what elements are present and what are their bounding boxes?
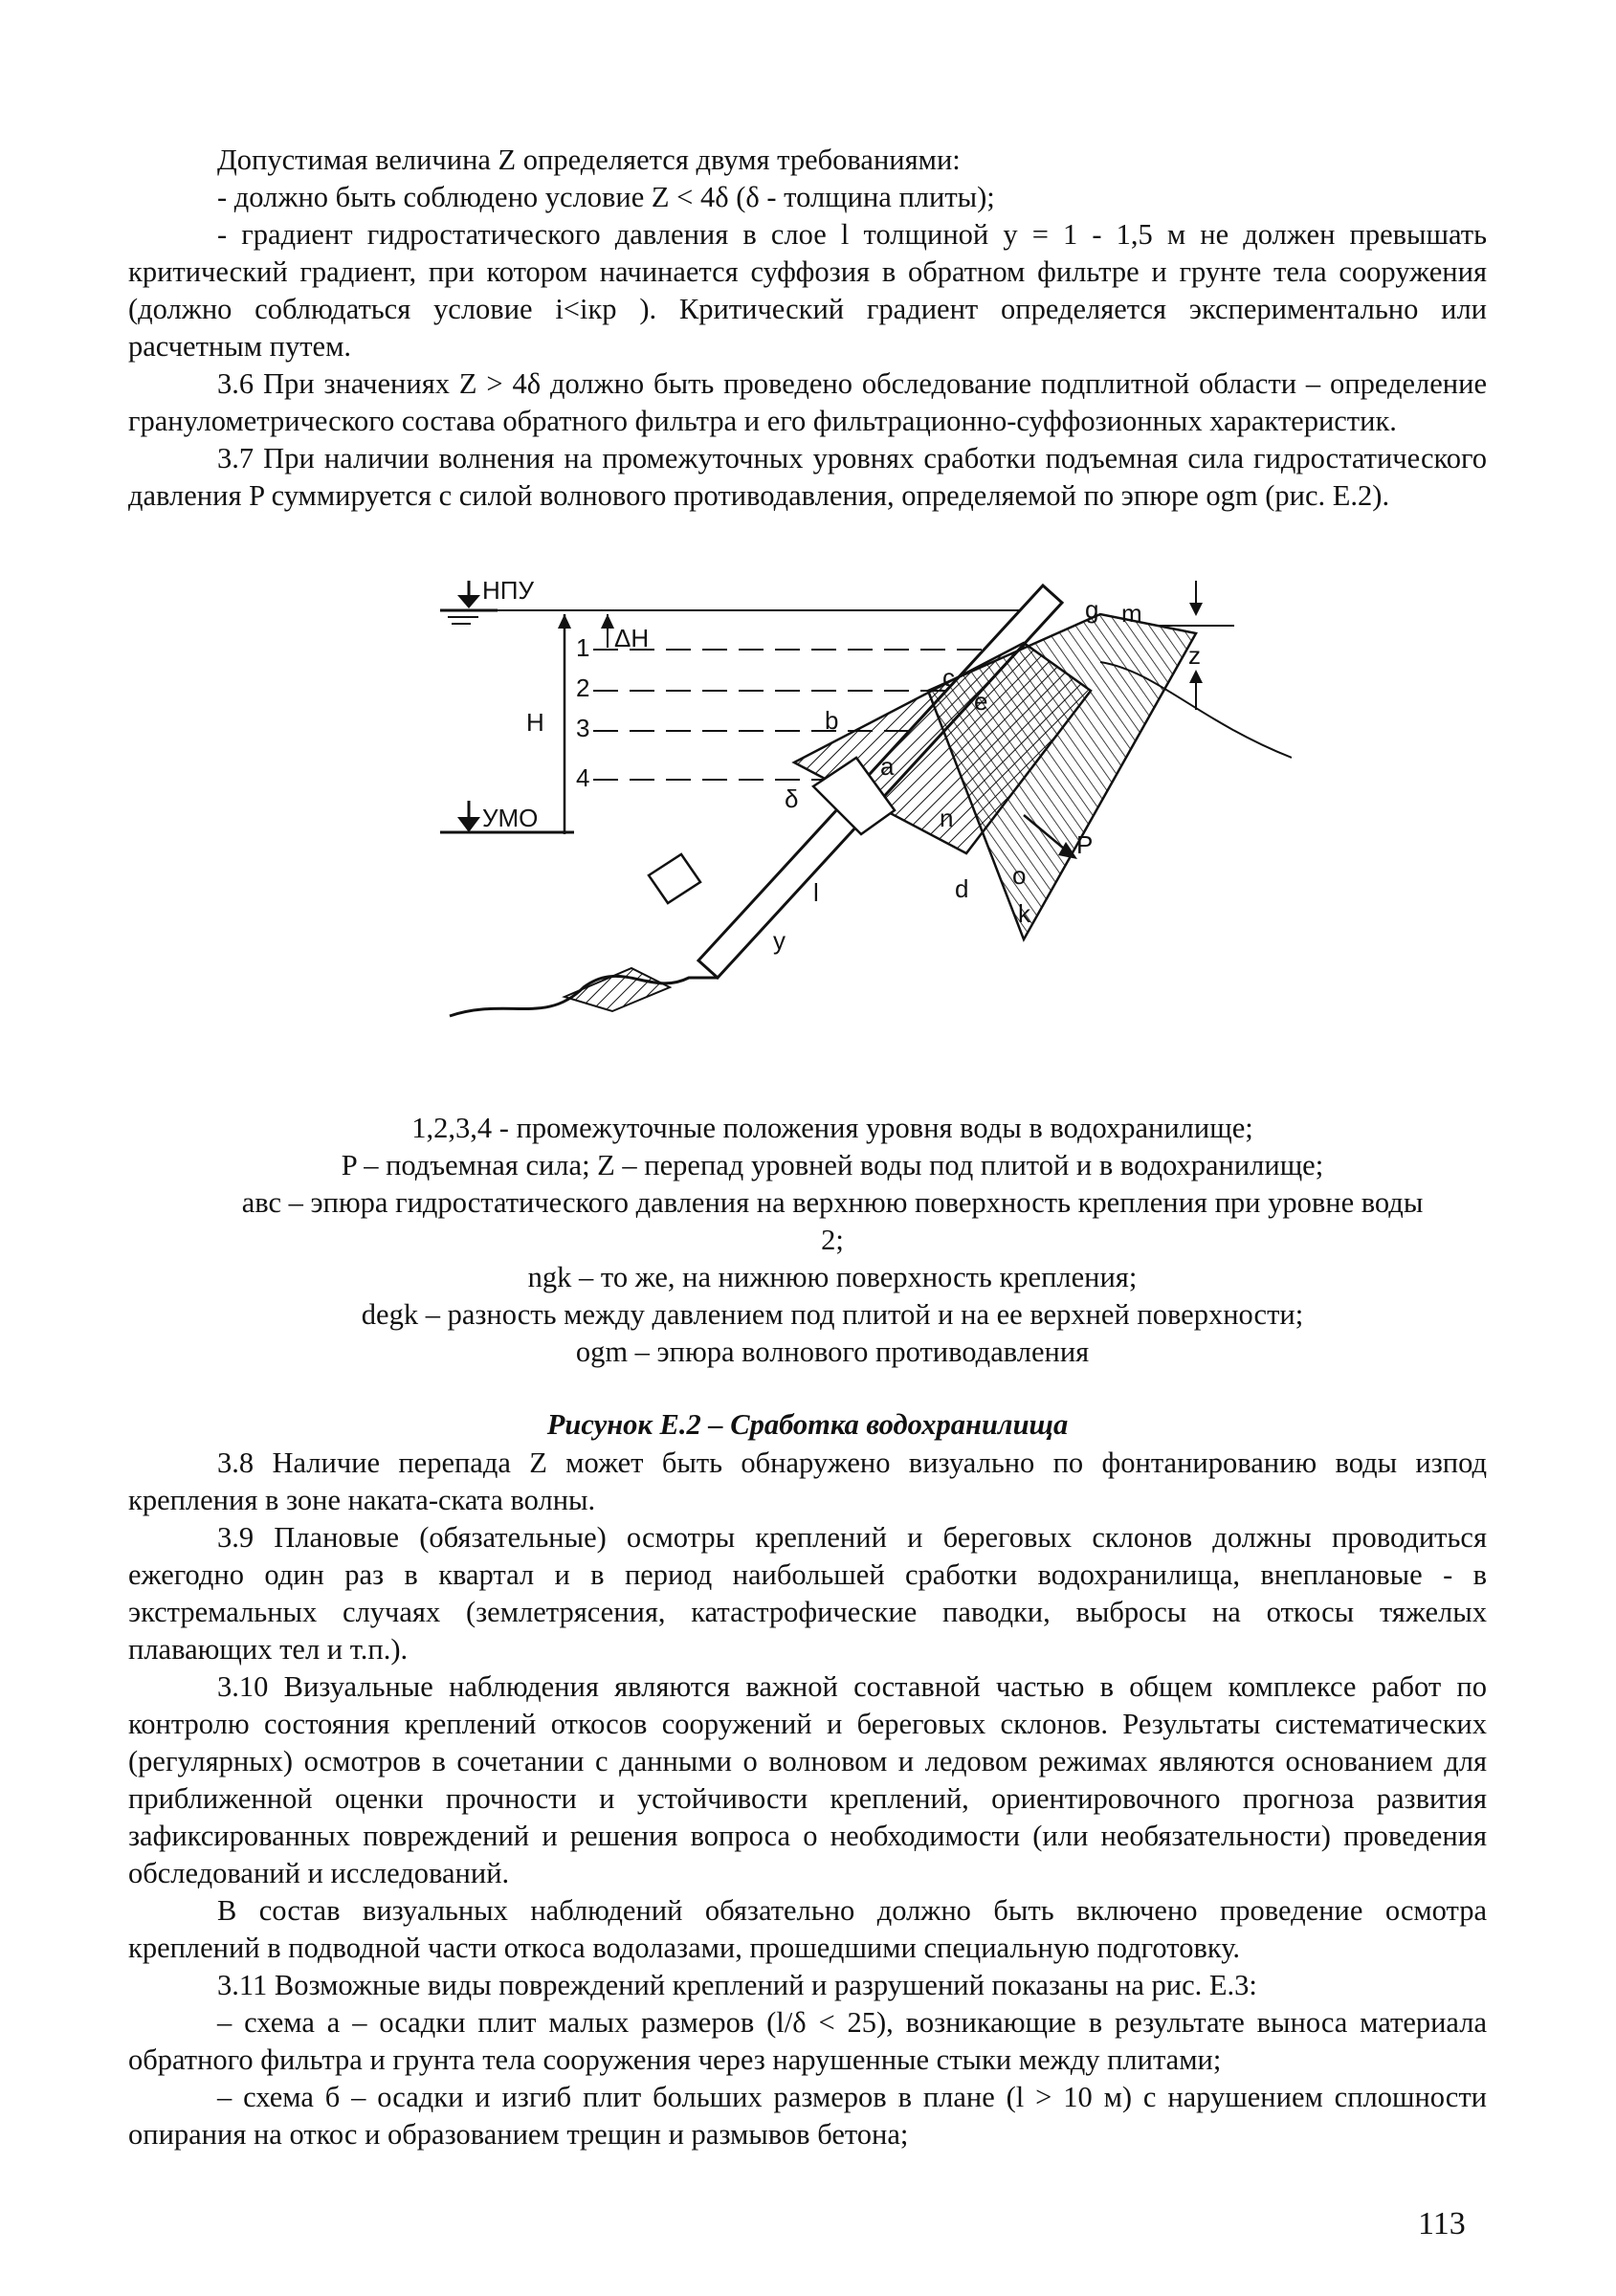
- level-1-label: 1: [576, 633, 590, 662]
- point-d-label: d: [955, 874, 969, 903]
- figure-title: Рисунок Е.2 – Сработка водохранилища: [546, 1408, 1069, 1441]
- figure-caption: [201, 1110, 1464, 1371]
- point-b-label: b: [825, 706, 839, 735]
- figure-e2-diagram: [431, 576, 1292, 1026]
- caption-line: ogm – эпюра волнового противодавления: [575, 1336, 1090, 1368]
- dh-label: ΔН: [614, 624, 650, 652]
- caption-line: ngk – то же, на нижнюю поверхность крепления;: [527, 1261, 1138, 1293]
- caption-line: P – подъемная сила; Z – перепад уровней воды под плитой и в водохранилище;: [341, 1149, 1324, 1181]
- paragraph: В состав визуальных наблюдений обязательно должно быть включено проведение осмотра креплений в подводной части откоса водолазами, прошедшими специальную подготовку.: [128, 1894, 1487, 1964]
- figure-title-block: [128, 1406, 1487, 1444]
- paragraph: 3.10 Визуальные наблюдения являются важной составной частью в общем комплексе работ по контролю состояния креплений откосов сооружений и береговых склонов. Результаты систематических (регулярных) осмотров в сочетании с данными о волновом и ледовом режимах являются основанием для приближенной оценки прочности и устойчивости креплений, ориентировочного прогноза развития зафиксированных повреждений и решения вопроса о необходимости (или необязательности) проведения обследований и исследований.: [128, 1670, 1487, 1889]
- page-number: 113: [1418, 2206, 1466, 2241]
- paragraph: - должно быть соблюдено условие Z < 4δ (δ - толщина плиты);: [217, 181, 995, 213]
- paragraph: – схема а – осадки плит малых размеров (l/δ < 25), возникающие в результате выноса материала обратного фильтра и грунта тела сооружения через нарушенные стыки между плитами;: [128, 2006, 1487, 2076]
- paragraph: 3.7 При наличии волнения на промежуточных уровнях сработки подъемная сила гидростатического давления P суммируется с силой волнового противодавления, определяемой по эпюре ogm (рис. E.2).: [128, 442, 1487, 512]
- level-3-label: 3: [576, 714, 590, 742]
- point-e-label: e: [974, 687, 988, 716]
- caption-line: 1,2,3,4 - промежуточные положения уровня воды в водохранилище;: [411, 1112, 1253, 1144]
- text-block-bottom: [128, 1445, 1487, 2153]
- level-2-label: 2: [576, 673, 590, 702]
- point-a-label: a: [880, 752, 895, 781]
- caption-line: авс – эпюра гидростатического давления на верхнюю поверхность крепления при уровне воды 2;: [241, 1186, 1424, 1256]
- h-label: Н: [526, 708, 544, 737]
- text-block-top: [128, 142, 1487, 515]
- point-k-label: k: [1018, 899, 1030, 928]
- npu-label: НПУ: [482, 576, 534, 605]
- caption-line: degk – разность между давлением под плитой и на ее верхней поверхности;: [361, 1298, 1304, 1331]
- force-p-label: P: [1076, 830, 1094, 859]
- point-y-label: y: [773, 926, 786, 955]
- point-o-label: o: [1012, 861, 1027, 890]
- point-m-label: m: [1121, 599, 1142, 628]
- z-label: z: [1188, 641, 1201, 670]
- paragraph: - градиент гидростатического давления в слое l толщиной y = 1 - 1,5 м не должен превышать критический градиент, при котором начинается суффозия в обратном фильтре и грунте тела сооружения (должно соблюдаться условие i<iкр ). Критический градиент определяется экспериментально или расчетным путем.: [128, 218, 1487, 363]
- paragraph: 3.6 При значениях Z > 4δ должно быть проведено обследование подплитной области – определение гранулометрического состава обратного фильтра и его фильтрационно-суффозионных характеристик.: [128, 367, 1487, 437]
- delta-label: δ: [785, 784, 799, 813]
- reservoir-drawdown-diagram: [431, 576, 1292, 1026]
- paragraph: – схема б – осадки и изгиб плит больших размеров в плане (l > 10 м) с нарушением сплошности опирания на откос и образованием трещин и размывов бетона;: [128, 2081, 1487, 2151]
- point-g-label: g: [1085, 595, 1099, 624]
- paragraph: 3.11 Возможные виды повреждений креплений и разрушений показаны на рис. Е.3:: [217, 1969, 1257, 2001]
- point-l-label: l: [813, 878, 819, 907]
- paragraph: 3.8 Наличие перепада Z может быть обнаружено визуально по фонтанированию воды изпод крепления в зоне наката-ската волны.: [128, 1446, 1487, 1516]
- paragraph: 3.9 Плановые (обязательные) осмотры креплений и береговых склонов должны проводиться ежегодно один раз в квартал и в период наибольшей сработки водохранилища, внеплановые - в экстремальных случаях (землетрясения, катастрофические паводки, выбросы на откосы тяжелых плавающих тел и т.п.).: [128, 1521, 1487, 1666]
- paragraph: Допустимая величина Z определяется двумя требованиями:: [217, 144, 961, 176]
- point-n-label: n: [940, 804, 954, 832]
- umo-label: УМО: [482, 804, 539, 832]
- level-4-label: 4: [576, 763, 590, 792]
- point-c-label: c: [942, 663, 955, 692]
